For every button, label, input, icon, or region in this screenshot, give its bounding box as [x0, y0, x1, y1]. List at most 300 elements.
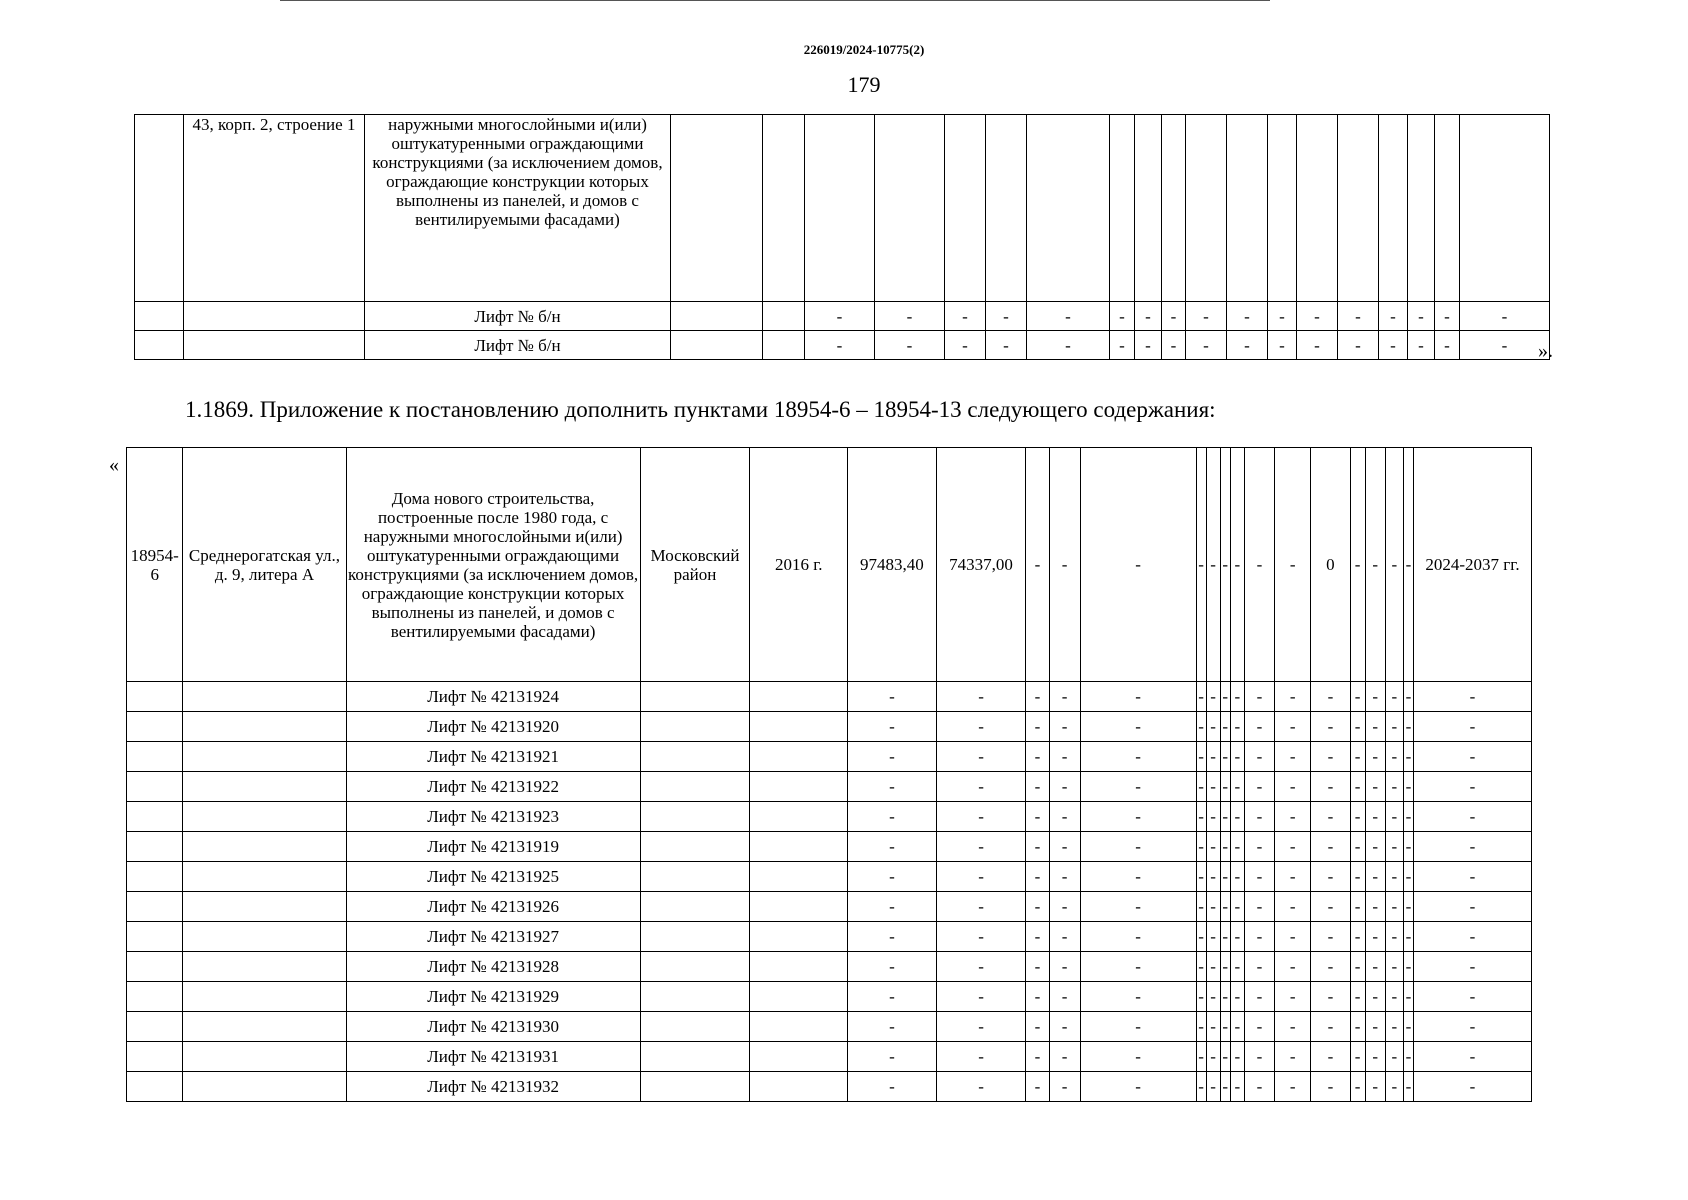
dash-cell: - [1365, 982, 1385, 1012]
lift-cell: Лифт № 42131927 [346, 922, 640, 952]
dash-cell: - [1413, 1042, 1531, 1072]
lift-cell: Лифт № 42131932 [346, 1072, 640, 1102]
dash-cell: - [936, 832, 1026, 862]
dash-cell: - [1026, 1072, 1049, 1102]
dash-cell: - [1196, 832, 1206, 862]
dash-cell: - [1244, 982, 1274, 1012]
dash-cell: - [848, 682, 937, 712]
dash-cell: - [1049, 1012, 1080, 1042]
dash-cell: - [1080, 802, 1196, 832]
table-row [127, 862, 1532, 892]
address-cell [135, 115, 184, 302]
dash-cell: - [1275, 832, 1311, 862]
dash-cell: - [1413, 892, 1531, 922]
dash-cell: - [1080, 982, 1196, 1012]
dash-cell: - [1230, 1072, 1244, 1102]
closing-quote: ». [1538, 340, 1553, 362]
opening-quote: « [109, 454, 119, 476]
dash-cell: - [1220, 1072, 1230, 1102]
continuation-table [134, 114, 1550, 360]
dash-cell: - [1350, 982, 1365, 1012]
dash-cell: - [1220, 832, 1230, 862]
dash-cell: - [1230, 772, 1244, 802]
dash-cell: - [1230, 952, 1244, 982]
zero-cell: 0 [1311, 448, 1350, 682]
dash-cell: - [1080, 832, 1196, 862]
dash-cell: - [1080, 952, 1196, 982]
dash-cell: - [945, 302, 986, 331]
dash-cell: - [1297, 302, 1338, 331]
table-row [135, 115, 1550, 302]
dash-cell: - [1244, 772, 1274, 802]
dash-cell: - [1244, 862, 1274, 892]
dash-cell: - [1049, 982, 1080, 1012]
dash-cell: - [1049, 952, 1080, 982]
dash-cell: - [1403, 802, 1413, 832]
dash-cell: - [1365, 1042, 1385, 1072]
dash-cell: - [1350, 802, 1365, 832]
dash-cell: - [1244, 832, 1274, 862]
dash-cell: - [1275, 952, 1311, 982]
dash-cell: - [848, 952, 937, 982]
dash-cell: - [1049, 892, 1080, 922]
dash-cell: - [936, 802, 1026, 832]
scan-top-edge [280, 0, 1270, 1]
dash-cell: - [936, 742, 1026, 772]
dash-cell: - [1049, 682, 1080, 712]
dash-cell: - [1220, 892, 1230, 922]
dash-cell: - [805, 331, 875, 360]
dash-cell: - [1385, 862, 1403, 892]
dash-cell: - [1206, 832, 1220, 862]
dash-cell: - [1026, 448, 1049, 682]
dash-cell: - [936, 682, 1026, 712]
amendment-paragraph: 1.1869. Приложение к постановлению дополнить пунктами 18954-6 – 18954-13 следующего содержания: [185, 397, 1216, 422]
dash-cell: - [1220, 1042, 1230, 1072]
dash-cell: - [1311, 742, 1350, 772]
dash-cell: - [1206, 742, 1220, 772]
dash-cell: - [1403, 682, 1413, 712]
dash-cell: - [1350, 1012, 1365, 1042]
dash-cell: - [1275, 772, 1311, 802]
dash-cell: - [1026, 802, 1049, 832]
dash-cell: - [1338, 331, 1379, 360]
dash-cell: - [936, 922, 1026, 952]
dash-cell: - [1230, 682, 1244, 712]
dash-cell: - [1385, 1042, 1403, 1072]
dash-cell: - [1026, 862, 1049, 892]
table-row [127, 712, 1532, 742]
dash-cell: - [1026, 682, 1049, 712]
dash-cell: - [1244, 1042, 1274, 1072]
dash-cell: - [1049, 772, 1080, 802]
dash-cell: - [1413, 1012, 1531, 1042]
dash-cell: - [1206, 922, 1220, 952]
dash-cell: - [1403, 892, 1413, 922]
dash-cell: - [1110, 331, 1135, 360]
dash-cell: - [1385, 802, 1403, 832]
lift-cell: Лифт № 42131926 [346, 892, 640, 922]
year-cell: 2016 г. [750, 448, 848, 682]
description-cell: Дома нового строительства, построенные после 1980 года, с наружными многослойными и(или) оштукатуренными ограждающими конструкциями (за исключением домов, ограждающие конструкции которых выполнены из панелей, и домов с вентилируемыми фасадами) [346, 448, 640, 682]
table-row [127, 982, 1532, 1012]
dash-cell: - [848, 862, 937, 892]
dash-cell: - [1186, 331, 1227, 360]
table-row [127, 832, 1532, 862]
dash-cell: - [936, 772, 1026, 802]
lift-cell: Лифт № б/н [365, 302, 671, 331]
dash-cell: - [1227, 331, 1268, 360]
dash-cell: - [1385, 712, 1403, 742]
dash-cell: - [1385, 1012, 1403, 1042]
dash-cell: - [848, 832, 937, 862]
dash-cell: - [1206, 952, 1220, 982]
dash-cell: - [1196, 742, 1206, 772]
dash-cell: - [1230, 448, 1244, 682]
dash-cell: - [1220, 712, 1230, 742]
lift-cell: Лифт № 42131922 [346, 772, 640, 802]
dash-cell: - [945, 331, 986, 360]
dash-cell: - [1365, 1072, 1385, 1102]
table-row [135, 331, 1550, 360]
dash-cell: - [1206, 448, 1220, 682]
address-cell: Среднерогатская ул., д. 9, литера А [183, 448, 346, 682]
dash-cell: - [1244, 742, 1274, 772]
dash-cell: - [1365, 448, 1385, 682]
dash-cell: - [1365, 802, 1385, 832]
table-row [127, 742, 1532, 772]
dash-cell: - [1230, 1012, 1244, 1042]
dash-cell: - [1403, 952, 1413, 982]
dash-cell: - [1027, 302, 1110, 331]
dash-cell: - [1350, 742, 1365, 772]
table-row [127, 448, 1532, 682]
dash-cell: - [1385, 1072, 1403, 1102]
lift-cell: Лифт № 42131928 [346, 952, 640, 982]
dash-cell: - [1230, 982, 1244, 1012]
table-row [127, 922, 1532, 952]
dash-cell: - [1385, 982, 1403, 1012]
dash-cell: - [1230, 712, 1244, 742]
dash-cell: - [1403, 1042, 1413, 1072]
dash-cell: - [1206, 682, 1220, 712]
dash-cell: - [848, 1072, 937, 1102]
dash-cell: - [1413, 712, 1531, 742]
dash-cell: - [848, 802, 937, 832]
table-row [127, 1072, 1532, 1102]
dash-cell: - [848, 892, 937, 922]
dash-cell: - [1080, 682, 1196, 712]
district-cell: Московский район [640, 448, 750, 682]
appendix-table [126, 447, 1532, 1102]
dash-cell: - [1413, 832, 1531, 862]
dash-cell: - [1196, 772, 1206, 802]
dash-cell: - [1220, 448, 1230, 682]
dash-cell: - [1311, 1012, 1350, 1042]
dash-cell: - [1460, 331, 1550, 360]
dash-cell: - [1049, 832, 1080, 862]
dash-cell: - [1275, 982, 1311, 1012]
dash-cell: - [1080, 1072, 1196, 1102]
dash-cell: - [1220, 982, 1230, 1012]
dash-cell: - [1413, 772, 1531, 802]
lift-cell: Лифт № 42131930 [346, 1012, 640, 1042]
dash-cell: - [1206, 892, 1220, 922]
dash-cell: - [936, 982, 1026, 1012]
dash-cell: - [1026, 742, 1049, 772]
dash-cell: - [1408, 331, 1435, 360]
dash-cell: - [936, 1042, 1026, 1072]
dash-cell: - [1311, 802, 1350, 832]
dash-cell: - [1350, 1072, 1365, 1102]
dash-cell: - [1275, 922, 1311, 952]
dash-cell: - [1080, 862, 1196, 892]
dash-cell: - [936, 1012, 1026, 1042]
dash-cell: - [1230, 892, 1244, 922]
area-total-cell: 97483,40 [848, 448, 937, 682]
dash-cell: - [1244, 448, 1274, 682]
table-row [127, 1042, 1532, 1072]
dash-cell: - [1080, 892, 1196, 922]
dash-cell: - [1027, 331, 1110, 360]
dash-cell: - [1196, 982, 1206, 1012]
dash-cell: - [1460, 302, 1550, 331]
dash-cell: - [1350, 682, 1365, 712]
dash-cell: - [1275, 712, 1311, 742]
dash-cell: - [848, 1042, 937, 1072]
dash-cell: - [1230, 742, 1244, 772]
dash-cell: - [1080, 448, 1196, 682]
dash-cell: - [1413, 922, 1531, 952]
dash-cell: - [1049, 1042, 1080, 1072]
dash-cell: - [1080, 772, 1196, 802]
document-code: 226019/2024-10775(2) [803, 42, 925, 57]
dash-cell: - [1365, 1012, 1385, 1042]
dash-cell: - [848, 772, 937, 802]
dash-cell: - [1385, 832, 1403, 862]
dash-cell: - [1049, 742, 1080, 772]
dash-cell: - [1275, 682, 1311, 712]
dash-cell: - [1413, 682, 1531, 712]
dash-cell: - [1196, 952, 1206, 982]
dash-cell: - [1275, 1012, 1311, 1042]
dash-cell: - [1350, 712, 1365, 742]
dash-cell: - [1196, 712, 1206, 742]
dash-cell: - [1385, 922, 1403, 952]
dash-cell: - [1338, 302, 1379, 331]
lift-cell: Лифт № б/н [365, 331, 671, 360]
dash-cell: - [875, 302, 945, 331]
dash-cell: - [848, 742, 937, 772]
dash-cell: - [1244, 802, 1274, 832]
dash-cell: - [1311, 832, 1350, 862]
period-cell: 2024-2037 гг. [1413, 448, 1531, 682]
dash-cell: - [1365, 922, 1385, 952]
dash-cell: - [848, 922, 937, 952]
dash-cell: - [1268, 331, 1297, 360]
dash-cell: - [875, 331, 945, 360]
lift-cell: Лифт № 42131931 [346, 1042, 640, 1072]
dash-cell: - [1350, 448, 1365, 682]
dash-cell: - [1403, 1012, 1413, 1042]
dash-cell: - [1311, 772, 1350, 802]
table-row [127, 802, 1532, 832]
dash-cell: - [1385, 682, 1403, 712]
dash-cell: - [1244, 922, 1274, 952]
dash-cell: - [1230, 1042, 1244, 1072]
item-number: 18954-6 [127, 448, 183, 682]
dash-cell: - [1311, 712, 1350, 742]
dash-cell: - [1244, 1072, 1274, 1102]
dash-cell: - [1403, 1072, 1413, 1102]
dash-cell: - [1379, 331, 1408, 360]
dash-cell: - [1186, 302, 1227, 331]
dash-cell: - [1196, 802, 1206, 832]
dash-cell: - [1080, 712, 1196, 742]
dash-cell: - [1049, 712, 1080, 742]
dash-cell: - [1365, 892, 1385, 922]
dash-cell: - [1244, 682, 1274, 712]
dash-cell: - [1403, 922, 1413, 952]
lift-cell: Лифт № 42131921 [346, 742, 640, 772]
table-row [127, 952, 1532, 982]
table-row [135, 302, 1550, 331]
dash-cell: - [1196, 1012, 1206, 1042]
dash-cell: - [936, 712, 1026, 742]
dash-cell: - [1413, 1072, 1531, 1102]
table-row [127, 892, 1532, 922]
dash-cell: - [936, 1072, 1026, 1102]
dash-cell: - [1049, 862, 1080, 892]
dash-cell: - [1196, 922, 1206, 952]
lift-cell: Лифт № 42131920 [346, 712, 640, 742]
dash-cell: - [1413, 742, 1531, 772]
dash-cell: - [1385, 772, 1403, 802]
dash-cell: - [1162, 302, 1186, 331]
dash-cell: - [936, 952, 1026, 982]
dash-cell: - [1110, 302, 1135, 331]
dash-cell: - [1385, 742, 1403, 772]
area-living-cell: 74337,00 [936, 448, 1026, 682]
dash-cell: - [1408, 302, 1435, 331]
dash-cell: - [1403, 832, 1413, 862]
dash-cell: - [1365, 862, 1385, 892]
dash-cell: - [1230, 862, 1244, 892]
dash-cell: - [1297, 331, 1338, 360]
dash-cell: - [1275, 892, 1311, 922]
dash-cell: - [1365, 742, 1385, 772]
dash-cell: - [1311, 922, 1350, 952]
dash-cell: - [1435, 302, 1460, 331]
dash-cell: - [1230, 802, 1244, 832]
dash-cell: - [986, 331, 1027, 360]
dash-cell: - [1311, 1072, 1350, 1102]
dash-cell: - [848, 1012, 937, 1042]
lift-cell: Лифт № 42131929 [346, 982, 640, 1012]
dash-cell: - [1413, 982, 1531, 1012]
dash-cell: - [1220, 952, 1230, 982]
table-row [127, 1012, 1532, 1042]
dash-cell: - [1403, 712, 1413, 742]
dash-cell: - [1413, 862, 1531, 892]
dash-cell: - [1026, 892, 1049, 922]
dash-cell: - [848, 982, 937, 1012]
dash-cell: - [1220, 922, 1230, 952]
dash-cell: - [1403, 862, 1413, 892]
dash-cell: - [1365, 712, 1385, 742]
dash-cell: - [1026, 712, 1049, 742]
dash-cell: - [1080, 742, 1196, 772]
dash-cell: - [1206, 862, 1220, 892]
dash-cell: - [1311, 982, 1350, 1012]
dash-cell: - [1435, 331, 1460, 360]
dash-cell: - [1026, 982, 1049, 1012]
dash-cell: - [1227, 302, 1268, 331]
dash-cell: - [1365, 682, 1385, 712]
description-cell: наружными многослойными и(или) оштукатуренными ограждающими конструкциями (за исключением домов, ограждающие конструкции которых выполнены из панелей, и домов с вентилируемыми фасадами) [365, 115, 671, 302]
dash-cell: - [1026, 952, 1049, 982]
dash-cell: - [1403, 742, 1413, 772]
lift-cell: Лифт № 42131924 [346, 682, 640, 712]
dash-cell: - [1385, 952, 1403, 982]
dash-cell: - [1311, 892, 1350, 922]
dash-cell: - [1350, 862, 1365, 892]
dash-cell: - [1275, 448, 1311, 682]
dash-cell: - [848, 712, 937, 742]
dash-cell: - [1220, 1012, 1230, 1042]
dash-cell: - [1365, 832, 1385, 862]
dash-cell: - [1049, 448, 1080, 682]
dash-cell: - [1206, 1072, 1220, 1102]
dash-cell: - [1196, 892, 1206, 922]
dash-cell: - [1220, 802, 1230, 832]
lift-cell: Лифт № 42131925 [346, 862, 640, 892]
dash-cell: - [1230, 832, 1244, 862]
dash-cell: - [1080, 1012, 1196, 1042]
dash-cell: - [1206, 1042, 1220, 1072]
dash-cell: - [1206, 982, 1220, 1012]
dash-cell: - [1080, 1042, 1196, 1072]
dash-cell: - [986, 302, 1027, 331]
dash-cell: - [1230, 922, 1244, 952]
dash-cell: - [1206, 802, 1220, 832]
dash-cell: - [1385, 892, 1403, 922]
dash-cell: - [1350, 892, 1365, 922]
dash-cell: - [1196, 1072, 1206, 1102]
address-cell: 43, корп. 2, строение 1 [184, 115, 365, 302]
page-number: 179 [847, 72, 881, 97]
dash-cell: - [1403, 982, 1413, 1012]
dash-cell: - [1350, 952, 1365, 982]
dash-cell: - [1350, 1042, 1365, 1072]
dash-cell: - [1350, 772, 1365, 802]
dash-cell: - [1365, 952, 1385, 982]
dash-cell: - [1311, 952, 1350, 982]
dash-cell: - [1244, 1012, 1274, 1042]
dash-cell: - [1049, 802, 1080, 832]
dash-cell: - [1049, 922, 1080, 952]
dash-cell: - [1311, 862, 1350, 892]
dash-cell: - [1196, 682, 1206, 712]
dash-cell: - [1196, 862, 1206, 892]
dash-cell: - [1049, 1072, 1080, 1102]
dash-cell: - [1350, 832, 1365, 862]
dash-cell: - [1275, 802, 1311, 832]
table-row [127, 682, 1532, 712]
dash-cell: - [1026, 832, 1049, 862]
dash-cell: - [1206, 712, 1220, 742]
dash-cell: - [936, 862, 1026, 892]
